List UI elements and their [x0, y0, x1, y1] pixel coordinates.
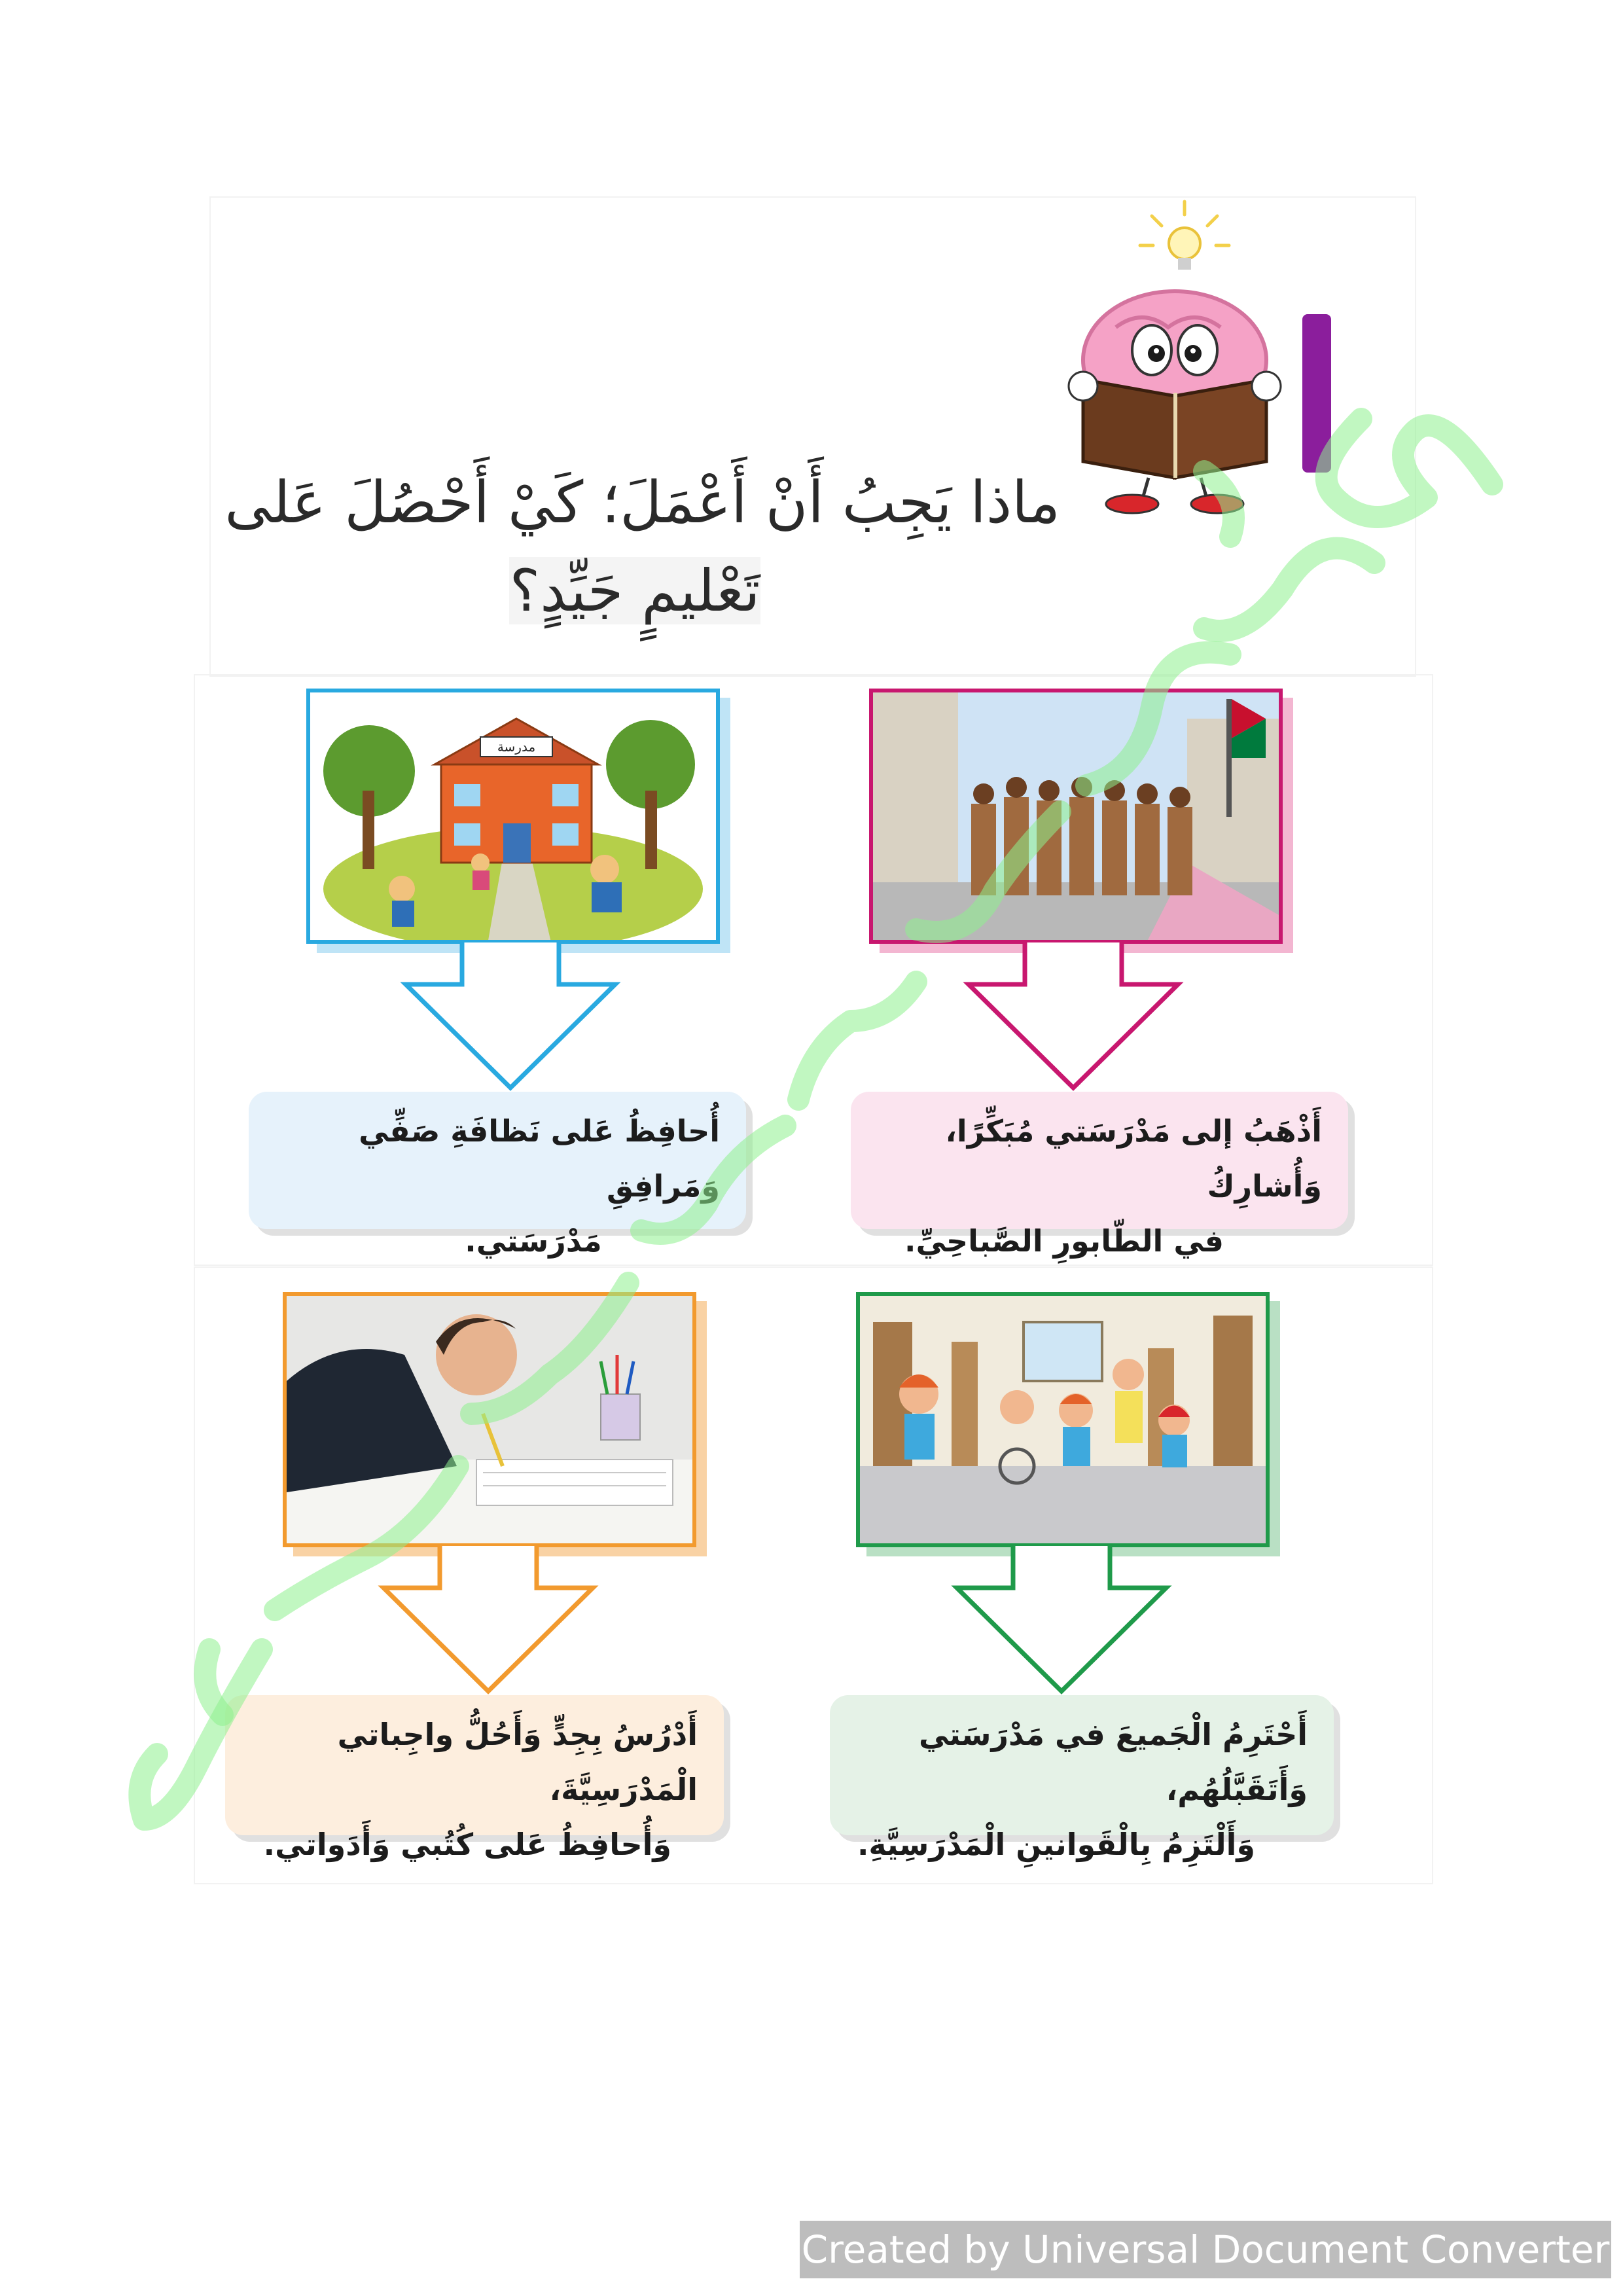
caption-line-2: وَأُحافِظُ عَلى كُتُبي وَأَدَواتي. — [263, 1827, 671, 1862]
caption-line-1: أَدْرُسُ بِجِدٍّ وَأَحُلُّ واجِباتي الْمَدْرَسِيَّةَ، — [337, 1717, 698, 1807]
caption-line-2: وَأَلْتَزِمُ بِالْقَوانينِ الْمَدْرَسِيَّةِ. — [857, 1827, 1255, 1862]
caption-line-1: أَحْتَرِمُ الْجَميعَ في مَدْرَسَتي وَأَتَقَبَّلُهُم، — [918, 1717, 1308, 1807]
clean-school-caption — [249, 1092, 746, 1259]
title-line-1: ماذا يَجِبُ أَنْ أَعْمَلَ؛ كَيْ أَحْصُلَ عَلى — [224, 469, 1060, 536]
down-arrow-icon — [399, 942, 622, 1093]
down-arrow-icon — [962, 942, 1185, 1093]
clean-school-image — [306, 689, 720, 944]
brain-reading-book-icon — [1057, 281, 1293, 517]
respect-caption — [830, 1695, 1334, 1862]
footer-watermark-text: Created by Universal Document Converter — [800, 2221, 1611, 2278]
page-title — [209, 458, 1060, 635]
caption-line-1: أُحافِظُ عَلى نَظافَةِ صَفِّي وَمَرافِقِ — [359, 1113, 720, 1204]
lightbulb-icon — [1132, 196, 1237, 288]
caption-line-2: في الطّابورِ الصَّباحِيِّ. — [904, 1223, 1224, 1259]
caption-line-1: أَذْهَبُ إلى مَدْرَسَتي مُبَكِّرًا، وَأُشارِكُ — [945, 1113, 1322, 1204]
morning-assembly-caption — [851, 1092, 1348, 1259]
study-image — [283, 1292, 696, 1547]
morning-assembly-image — [869, 689, 1283, 944]
down-arrow-icon — [377, 1546, 599, 1696]
respect-image — [856, 1292, 1270, 1547]
down-arrow-icon — [950, 1546, 1173, 1696]
title-line-2: تَعْليمٍ جَيِّدٍ؟ — [509, 557, 760, 624]
school-sign-text: مدرسة — [497, 739, 536, 755]
accent-bar — [1302, 314, 1331, 473]
study-caption — [225, 1695, 724, 1862]
caption-line-2: مَدْرَسَتي. — [465, 1223, 602, 1259]
